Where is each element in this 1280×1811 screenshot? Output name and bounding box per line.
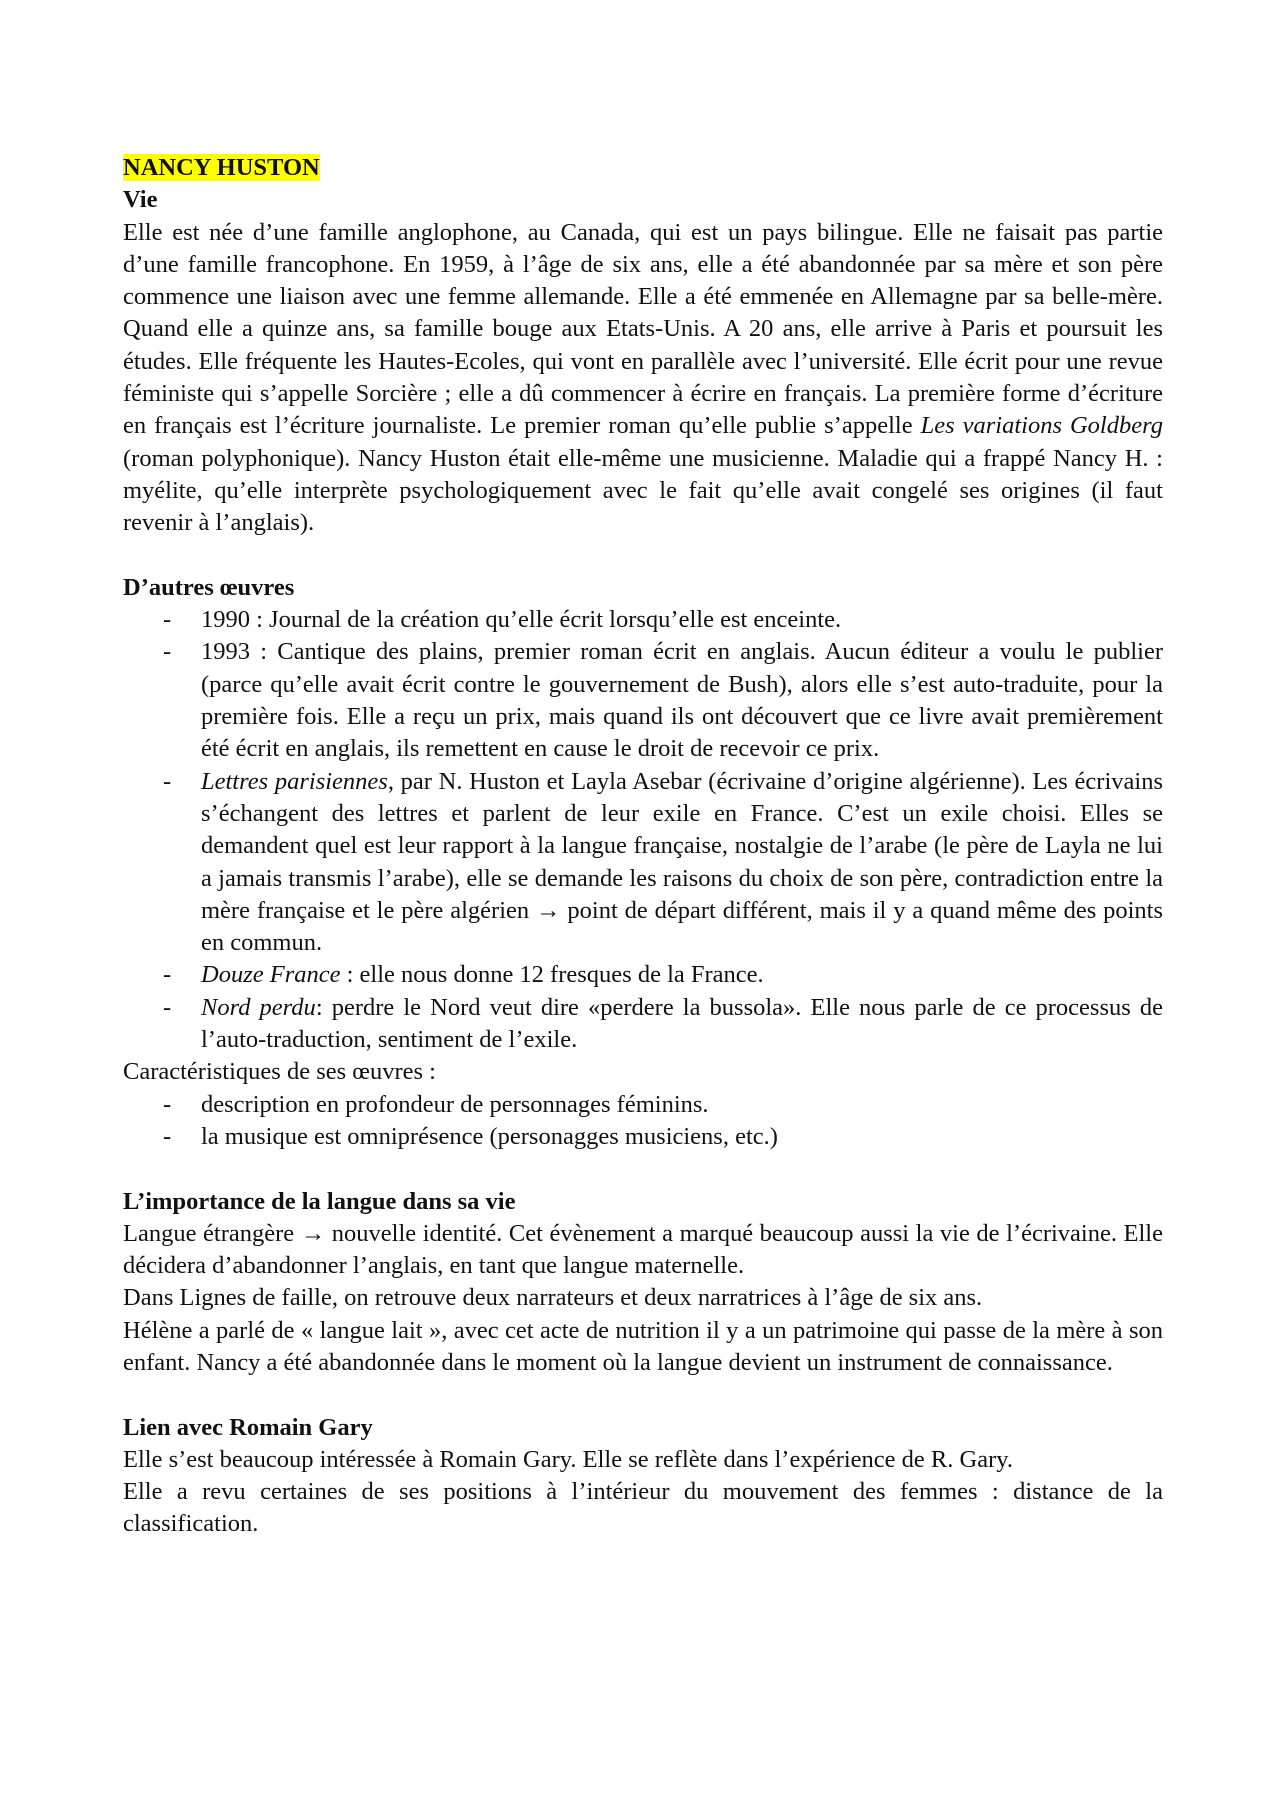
vie-text-start: Elle est née d’une famille anglophone, au Canada, qui est un pays bilingue. Elle ne faisait pas partie d’une famille francophone. En 1959, à l’âge de six ans, elle a été abandonnée par sa mère et son père commence une liaison avec une femme allemande. Elle a été emmenée en Allemagne par sa belle-mère. Quand elle a quinze ans, sa famille bouge aux Etats-Unis. A 20 ans, elle arrive à Paris et poursuit les études. Elle fréquente les Hautes-Ecoles, qui vont en parallèle avec l’université. Elle écrit pour une revue féministe qui s’appelle Sorcière ; elle a dû commencer à écrire en français. La première forme d’écriture en français est l’écriture journaliste. Le premier roman qu’elle publie s’appelle <box>123 218 1163 440</box>
caracteristiques-label: Caractéristiques de ses œuvres : <box>123 1058 436 1086</box>
list-item-italic: Lettres parisiennes <box>201 767 388 795</box>
list-item-text: 1993 : Cantique des plains, premier roman écrit en anglais. Aucun éditeur a voulu le publier (parce qu’elle avait écrit contre le gouvernement de Bush), alors elle s’est auto-traduite, pour la première fois. Elle a reçu un prix, mais quand ils ont découvert que ce livre avait premièrement été écrit en anglais, ils remettent en cause le droit de recevoir ce prix. <box>201 638 1163 763</box>
list-item <box>123 636 1163 765</box>
spacer <box>123 1379 1163 1411</box>
gary-paragraph-2: Elle a revu certaines de ses positions à l’intérieur du mouvement des femmes : distance de la classification. <box>123 1478 1163 1538</box>
vie-paragraph <box>123 217 1163 540</box>
gary-paragraph-1: Elle s’est beaucoup intéressée à Romain Gary. Elle se reflète dans l’expérience de R. Gary. <box>123 1445 1014 1473</box>
langue-paragraph-3: Hélène a parlé de « langue lait », avec cet acte de nutrition il y a un patrimoine qui passe de la mère à son enfant. Nancy a été abandonnée dans le moment où la langue devient un instrument de connaissance. <box>123 1316 1163 1376</box>
oeuvres-list <box>123 604 1163 1056</box>
list-item-italic: Nord perdu <box>201 993 316 1021</box>
langue-paragraph-2: Dans Lignes de faille, on retrouve deux narrateurs et deux narratrices à l’âge de six ans. <box>123 1284 983 1312</box>
spacer <box>123 1153 1163 1185</box>
list-item <box>123 959 1163 991</box>
vie-text-end: (roman polyphonique). Nancy Huston était elle-même une musicienne. Maladie qui a frappé Nancy H. : myélite, qu’elle interprète psychologiquement avec le fait qu’elle avait congelé ses origines (il faut revenir à l’anglais). <box>123 444 1163 537</box>
list-item-text: : perdre le Nord veut dire «perdere la bussola». Elle nous parle de ce processus de l’auto-traduction, sentiment de l’exile. <box>201 993 1163 1054</box>
section-heading-langue: L’importance de la langue dans sa vie <box>123 1187 516 1215</box>
list-item-text: , par N. Huston et Layla Asebar (écrivaine d’origine algérienne). Les écrivains s’échangent des lettres et parlent de leur exile en France. C’est un exile choisi. Elles se demandent quel est leur rapport à la langue française, nostalgie de l’arabe (le père de Layla ne lui a jamais transmis l’arabe), elle se demande les raisons du choix de son père, contradiction entre la mère française et le père algérien → point de départ différent, mais il y a quand même des points en commun. <box>201 767 1163 957</box>
spacer <box>123 540 1163 572</box>
langue-paragraph-1: Langue étrangère → nouvelle identité. Cet évènement a marqué beaucoup aussi la vie de l’écrivaine. Elle décidera d’abandonner l’anglais, en tant que langue maternelle. <box>123 1219 1163 1280</box>
caracteristiques-list <box>123 1089 1163 1154</box>
list-item-text: : elle nous donne 12 fresques de la France. <box>340 961 764 989</box>
list-item <box>123 992 1163 1057</box>
list-item <box>123 604 1163 636</box>
section-heading-oeuvres: D’autres œuvres <box>123 573 295 601</box>
section-heading-gary: Lien avec Romain Gary <box>123 1413 373 1441</box>
list-item-italic: Douze France <box>201 961 341 989</box>
document-page <box>123 152 1163 1541</box>
document-title <box>123 152 1163 184</box>
title-highlight: NANCY HUSTON <box>123 154 320 181</box>
list-item <box>123 766 1163 960</box>
vie-italic-title: Les variations Goldberg <box>920 412 1163 440</box>
list-item: - description en profondeur de personnages féminins. <box>123 1089 1163 1121</box>
section-heading-vie: Vie <box>123 186 158 214</box>
list-item: - la musique est omniprésence (personagges musiciens, etc.) <box>123 1121 1163 1153</box>
list-item-text: 1990 : Journal de la création qu’elle écrit lorsqu’elle est enceinte. <box>201 606 842 634</box>
